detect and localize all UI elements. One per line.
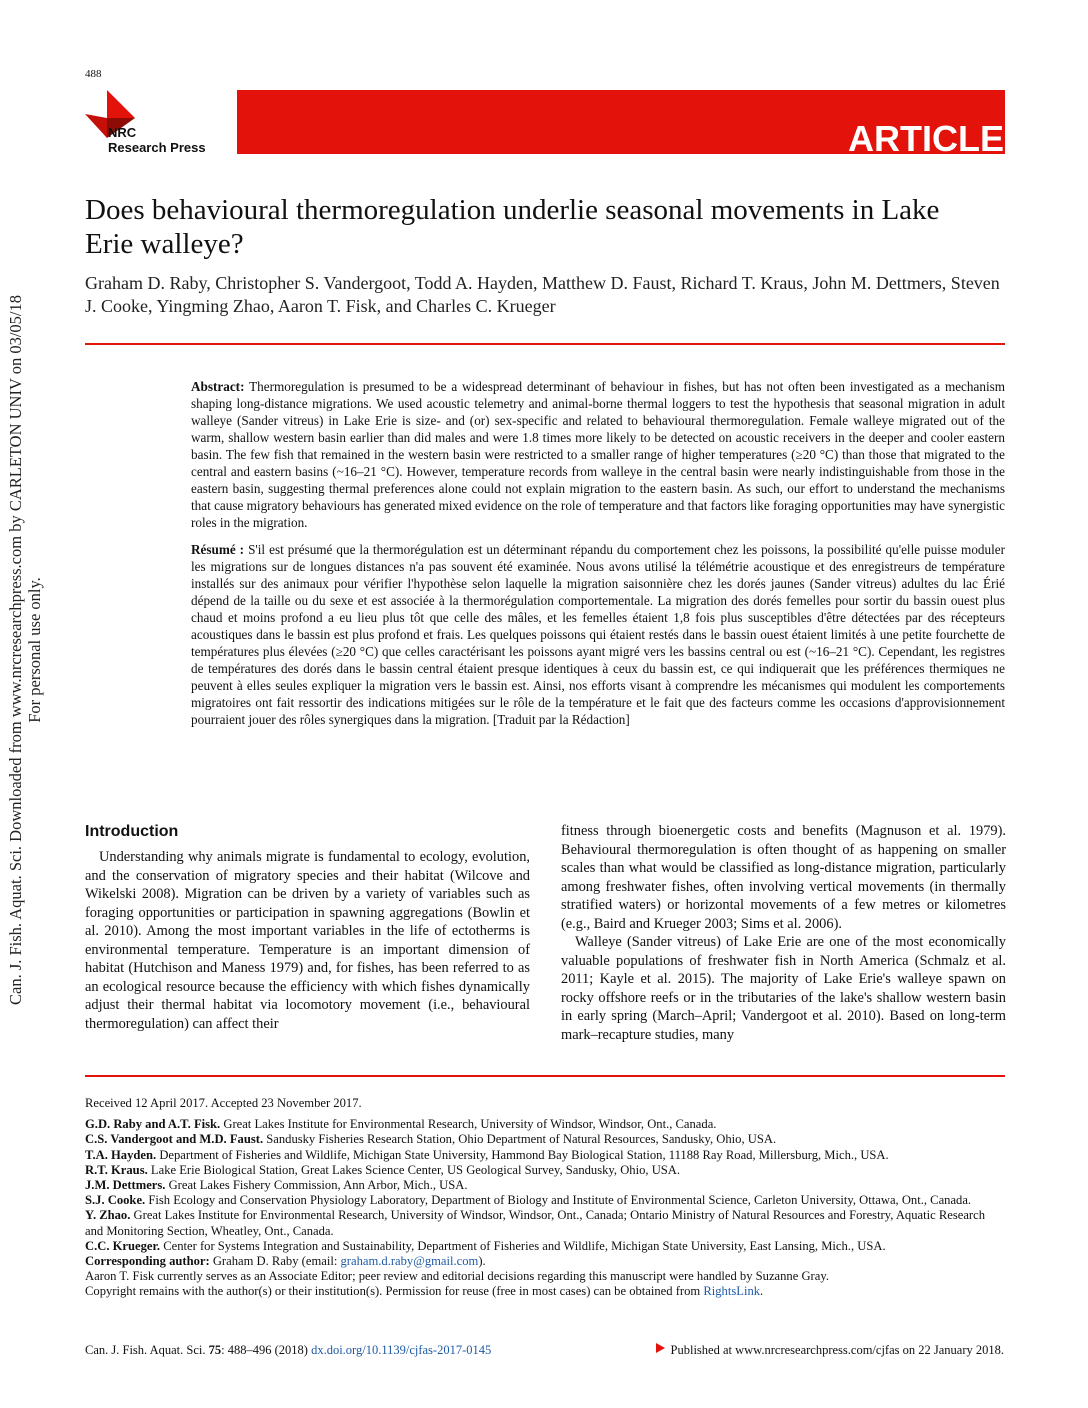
download-note xyxy=(6,210,66,1090)
journal-name: Can. J. Fish. Aquat. Sci. xyxy=(85,1343,206,1357)
intro-column-right xyxy=(561,822,1006,1044)
citation-line xyxy=(85,1343,491,1358)
article-label: ARTICLE xyxy=(848,118,1004,159)
affiliation-text: Great Lakes Institute for Environmental Research, University of Windsor, Windsor, Ont., Canada; Ontario Ministry of Natural Resources and Forestry, Aquatic Research and Monitoring Section, Wheatley, Ont., Canada. xyxy=(85,1208,986,1238)
abstract-fr xyxy=(191,541,1005,728)
section-heading-introduction: Introduction xyxy=(85,823,179,840)
publisher-subname: Research Press xyxy=(108,140,206,155)
affiliation-text: Great Lakes Institute for Environmental Research, University of Windsor, Windsor, Ont., Canada. xyxy=(223,1117,717,1132)
article-title: Does behavioural thermoregulation underlie seasonal movements in Lake Erie walleye? xyxy=(85,194,940,260)
intro-paragraph-2: Walleye (Sander vitreus) of Lake Erie are one of the most economically valuable populations of freshwater fish in North America (Schmalz et al. 2011; Kayle et al. 2015). The majority of Lake Erie's walleye spawn on rocky offshore reefs or in the tributaries of the lake's shallow western basin in early spring (March–April; Vandergoot et al. 2010). Based on long-term mark–recapture studies, many xyxy=(561,934,1006,1043)
affiliation-names: Y. Zhao. xyxy=(85,1208,131,1223)
affiliation-text: Sandusky Fisheries Research Station, Ohio Department of Natural Resources, Sandusky, Ohio, USA. xyxy=(266,1132,777,1147)
corresponding-text: Graham D. Raby (email: xyxy=(212,1254,338,1269)
affiliation-text: Fish Ecology and Conservation Physiology Laboratory, Department of Biology and Institute of Environmental Science, Carleton University, Ottawa, Ont., Canada. xyxy=(148,1193,972,1208)
affiliation-names: J.M. Dettmers. xyxy=(85,1178,166,1193)
author-list: Graham D. Raby, Christopher S. Vandergoot, Todd A. Hayden, Matthew D. Faust, Richard T. Kraus, John M. Dettmers, Steven J. Cooke, Yingming Zhao, Aaron T. Fisk, and Charles C. Krueger xyxy=(85,273,1000,316)
page-number: 488 xyxy=(85,68,102,80)
affiliation-item xyxy=(85,1239,1005,1254)
copyright-end: . xyxy=(760,1284,764,1299)
copyright-text: Copyright remains with the author(s) or their institution(s). Permission for reuse (free in most cases) can be obtained from xyxy=(85,1284,701,1299)
abstract-label: Abstract: xyxy=(191,379,245,394)
abstract-block xyxy=(191,378,1005,738)
publisher-logo-text xyxy=(108,125,206,155)
affiliation-names: C.S. Vandergoot and M.D. Faust. xyxy=(85,1132,264,1147)
intro-paragraph-1-cont: fitness through bioenergetic costs and benefits (Magnuson et al. 1979). Behavioural thermoregulation is often thought of as happening on smaller scales than what would be classified as long-distance migration, particularly among freshwater fishes, often involving vertical movements (in thermally stratified waters) or horizontal movements of a few metres or kilometres (e.g., Baird and Krueger 2003; Sims et al. 2006). xyxy=(561,823,1006,932)
volume-number: 75 xyxy=(208,1343,222,1357)
affiliation-text: Great Lakes Fishery Commission, Ann Arbor, Mich., USA. xyxy=(168,1178,468,1193)
resume-text: S'il est présumé que la thermorégulation est un déterminant répandu du comportement chez les poissons, la possibilité qu'elle puisse moduler les migrations sur de longues distances n'a pas souvent été examinée. Nous avons utilisé la télémétrie acoustique et des enregistreurs de température installés sur des animaux pour vérifier l'hypothèse selon laquelle la migration saisonnière chez les dorés jaunes (Sander vitreus) adultes du lac Érié dépend de la taille ou du sexe et est associée à la thermorégulation comportementale. La migration des dorés femelles pour sortir du bassin ouest plus chaud et moins profond a eu lieu plus tôt que celle des mâles, et les femelles étaient 1,8 fois plus susceptibles d'être détectées par des récepteurs acoustiques dans le bassin est plus profond et frais. Les quelques poissons qui étaient restés dans le bassin ouest étaient limités à une petite fourchette de températures plus élevées (≥20 °C) que celles caractérisant les poissons ayant migré vers les bassins central ou est (~16–21 °C). Cependant, les registres de températures des dorés dans le bassin central étaient presque identiques à ceux du bassin est, ce qui indiquerait que les préférences thermiques ne peuvent à elles seules expliquer la migration vers le bassin est. Ainsi, nos efforts visant à comprendre les mécanismes qui modulent les comportements migratoires ont fait ressortir des indications mitigées sur le rôle de la température et le fait que des facteurs comme les occasions d'approvisionnement pourraient jouer des rôles synergiques dans la migration. [Traduit par la Rédaction] xyxy=(191,542,1006,727)
affiliation-item xyxy=(85,1193,1005,1208)
affiliation-names: G.D. Raby and A.T. Fisk. xyxy=(85,1117,221,1132)
abstract-text: Thermoregulation is presumed to be a widespread determinant of behaviour in fishes, but has not often been investigated as a mechanism shaping long-distance migrations. We used acoustic telemetry and animal-borne thermal loggers to test the hypothesis that seasonal migration in adult walleye (Sander vitreus) in Lake Erie is size- and (or) sex-specific and related to behavioural thermoregulation. Female walleye migrated out of the warm, shallow western basin earlier than did males and were 1.8 times more likely to be detected on acoustic receivers in the deeper and cooler eastern basin. The few fish that remained in the western basin were restricted to a smaller range of higher temperatures (≥20 °C) than those that migrated to the central and eastern basins (~16–21 °C). However, temperature records from walleye in the central basin were nearly indistinguishable from those in the eastern basin, suggesting thermal preferences alone could not explain migration to the eastern basin. As such, our effort to understand the mechanisms that cause migratory behaviours has generated mixed evidence on the role of temperature and that factors like foraging opportunities may have synergistic roles in the migration. xyxy=(191,379,1006,530)
intro-paragraph-1: Understanding why animals migrate is fundamental to ecology, evolution, and the conservation of migratory species and their habitat (Wilcove and Wikelski 2008). Migration can be driven by a variety of variables such as foraging opportunities or participation in spawning aggregations (Bowlin et al. 2010). Among the most important variables in the life of ectotherms is environmental temperature. Temperature is an important dimension of habitat (Hutchison and Maness 1979) and, for fishes, has been referred to as an ecological resource because the efficiency with which fishes dynamically adjust their thermal habitat via locomotory movement (i.e., behavioural thermoregulation) can affect their xyxy=(85,849,530,1032)
download-note-line2: For personal use only. xyxy=(25,577,44,723)
affiliation-text: Department of Fisheries and Wildlife, Michigan State University, Hammond Bay Biological Station, 11188 Ray Road, Millersburg, Mich., USA. xyxy=(159,1147,889,1162)
resume-label: Résumé : xyxy=(191,542,245,557)
page-range: : 488–496 (2018) xyxy=(221,1343,308,1357)
footnotes xyxy=(85,1096,1005,1300)
intro-column-left xyxy=(85,848,530,1033)
affiliation-item xyxy=(85,1117,1005,1132)
affiliation-text: Center for Systems Integration and Sustainability, Department of Fisheries and Wildlife, Michigan State University, East Lansing, Mich., USA. xyxy=(163,1238,886,1253)
rightslink-link[interactable]: RightsLink xyxy=(703,1284,761,1299)
published-text: Published at www.nrcresearchpress.com/cjfas on 22 January 2018. xyxy=(670,1343,1004,1357)
affiliation-item xyxy=(85,1208,1005,1238)
affiliation-item xyxy=(85,1178,1005,1193)
affiliation-names: T.A. Hayden. xyxy=(85,1147,157,1162)
download-note-line1: Can. J. Fish. Aquat. Sci. Downloaded from www.nrcresearchpress.com by CARLETON UNIV on 03/05/18 xyxy=(6,295,25,1006)
title-rule xyxy=(85,343,1005,345)
doi-link[interactable]: dx.doi.org/10.1139/cjfas-2017-0145 xyxy=(311,1343,492,1357)
published-line xyxy=(656,1343,1004,1358)
affiliation-names: R.T. Kraus. xyxy=(85,1162,148,1177)
copyright-note xyxy=(85,1284,1005,1299)
footnote-rule xyxy=(85,1075,1005,1077)
received-dates: Received 12 April 2017. Accepted 23 November 2017. xyxy=(85,1096,362,1110)
arrow-icon xyxy=(656,1343,665,1353)
abstract-en xyxy=(191,378,1005,531)
affiliation-names: C.C. Krueger. xyxy=(85,1238,161,1253)
corresponding-label: Corresponding author: xyxy=(85,1254,210,1269)
affiliation-item xyxy=(85,1148,1005,1163)
affiliation-list xyxy=(85,1117,1005,1254)
publisher-name: NRC xyxy=(108,125,137,140)
affiliation-text: Lake Erie Biological Station, Great Lakes Science Center, US Geological Survey, Sandusky, Ohio, USA. xyxy=(150,1162,681,1177)
corresponding-author xyxy=(85,1254,1005,1269)
corresponding-email-link[interactable]: graham.d.raby@gmail.com xyxy=(340,1254,479,1269)
affiliation-names: S.J. Cooke. xyxy=(85,1193,146,1208)
corresponding-end: ). xyxy=(478,1254,486,1269)
editor-note: Aaron T. Fisk currently serves as an Associate Editor; peer review and editorial decisions regarding this manuscript were handled by Suzanne Gray. xyxy=(85,1269,829,1284)
affiliation-item xyxy=(85,1163,1005,1178)
affiliation-item xyxy=(85,1132,1005,1147)
